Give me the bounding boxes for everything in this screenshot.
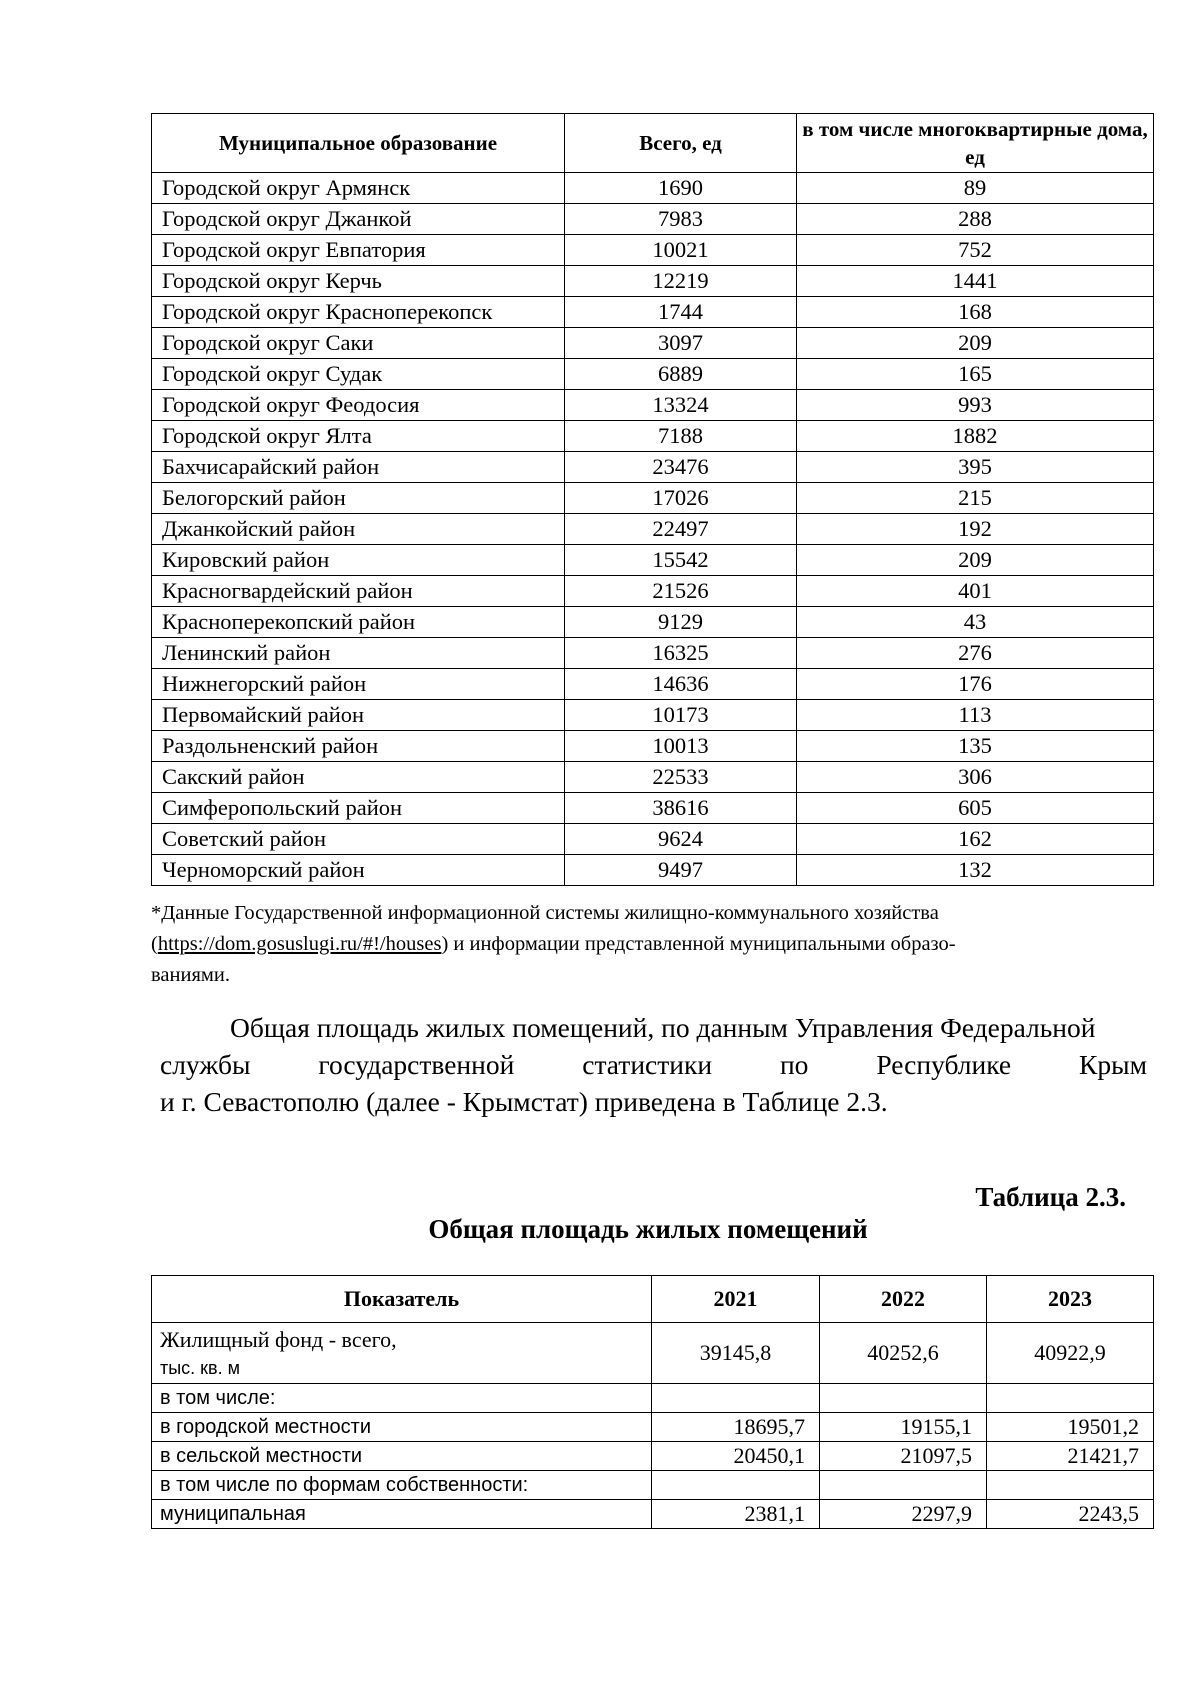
apartment-buildings-cell: 401	[797, 576, 1154, 607]
header-municipality: Муниципальное образование	[152, 114, 565, 173]
table-row	[152, 421, 1154, 452]
apartment-buildings-cell: 288	[797, 204, 1154, 235]
value-2021: 20450,1	[652, 1442, 820, 1471]
table-row	[152, 1471, 1154, 1500]
value-2021: 2381,1	[652, 1500, 820, 1529]
apartment-buildings-cell: 605	[797, 793, 1154, 824]
value-2021: 18695,7	[652, 1413, 820, 1442]
municipality-cell: Городской округ Ялта	[152, 421, 565, 452]
total-cell: 12219	[565, 266, 797, 297]
gosuslugi-link[interactable]: https://dom.gosuslugi.ru/#!/houses	[157, 933, 442, 955]
total-cell: 10013	[565, 731, 797, 762]
header-total: Всего, ед	[565, 114, 797, 173]
header-2022: 2022	[820, 1276, 987, 1323]
table-row	[152, 855, 1154, 886]
apartment-buildings-cell: 162	[797, 824, 1154, 855]
total-cell: 38616	[565, 793, 797, 824]
value-2023	[987, 1471, 1154, 1500]
table-row	[152, 297, 1154, 328]
row-label: в том числе по формам собственности:	[152, 1471, 652, 1500]
table-row	[152, 1413, 1154, 1442]
paragraph-word: по	[779, 1049, 809, 1080]
value-2021	[652, 1384, 820, 1413]
apartment-buildings-cell: 209	[797, 328, 1154, 359]
living-area-table	[151, 1275, 1154, 1529]
housing-stock-table	[151, 113, 1154, 886]
total-cell: 6889	[565, 359, 797, 390]
municipality-cell: Сакский район	[152, 762, 565, 793]
table-row	[152, 514, 1154, 545]
apartment-buildings-cell: 165	[797, 359, 1154, 390]
municipality-cell: Ленинский район	[152, 638, 565, 669]
apartment-buildings-cell: 752	[797, 235, 1154, 266]
municipality-cell: Городской округ Керчь	[152, 266, 565, 297]
total-cell: 9497	[565, 855, 797, 886]
table-row	[152, 390, 1154, 421]
municipality-cell: Городской округ Саки	[152, 328, 565, 359]
table-row	[152, 359, 1154, 390]
total-cell: 21526	[565, 576, 797, 607]
table-row	[152, 1384, 1154, 1413]
table-title: Общая площадь жилых помещений	[428, 1214, 868, 1244]
total-cell: 10173	[565, 700, 797, 731]
total-cell: 1690	[565, 173, 797, 204]
apartment-buildings-cell: 1882	[797, 421, 1154, 452]
table-header-row	[152, 114, 1154, 173]
paragraph-line-1: Общая площадь жилых помещений, по данным Управления Федеральной	[230, 1012, 1096, 1043]
value-2023: 19501,2	[987, 1413, 1154, 1442]
municipality-cell: Черноморский район	[152, 855, 565, 886]
apartment-buildings-cell: 192	[797, 514, 1154, 545]
apartment-buildings-cell: 276	[797, 638, 1154, 669]
table-row	[152, 545, 1154, 576]
municipality-cell: Городской округ Армянск	[152, 173, 565, 204]
total-cell: 7983	[565, 204, 797, 235]
total-cell: 23476	[565, 452, 797, 483]
total-cell: 17026	[565, 483, 797, 514]
total-cell: 9624	[565, 824, 797, 855]
header-indicator: Показатель	[152, 1276, 652, 1323]
apartment-buildings-cell: 113	[797, 700, 1154, 731]
municipality-cell: Джанкойский район	[152, 514, 565, 545]
table-row	[152, 483, 1154, 514]
row-label: Жилищный фонд - всего, тыс. кв. м	[152, 1323, 652, 1384]
total-cell: 13324	[565, 390, 797, 421]
row-label: в городской местности	[152, 1413, 652, 1442]
table-row	[152, 328, 1154, 359]
apartment-buildings-cell: 176	[797, 669, 1154, 700]
value-2021	[652, 1471, 820, 1500]
paragraph-word: Республике	[876, 1049, 1012, 1080]
total-cell: 16325	[565, 638, 797, 669]
header-2021: 2021	[652, 1276, 820, 1323]
total-cell: 14636	[565, 669, 797, 700]
table-row	[152, 731, 1154, 762]
header-2023: 2023	[987, 1276, 1154, 1323]
value-2023	[987, 1384, 1154, 1413]
table-row	[152, 700, 1154, 731]
municipality-cell: Советский район	[152, 824, 565, 855]
apartment-buildings-cell: 215	[797, 483, 1154, 514]
total-cell: 10021	[565, 235, 797, 266]
value-2022: 19155,1	[820, 1413, 987, 1442]
living-area-table-body	[152, 1323, 1154, 1529]
apartment-buildings-cell: 89	[797, 173, 1154, 204]
total-cell: 9129	[565, 607, 797, 638]
footnote: *Данные Государственной информационной системы жилищно-коммунального хозяйства (https://dom.gosuslugi.ru/#!/houses) и информации представленной муниципальными образо- ваниями.	[151, 902, 956, 986]
paragraph-word: статистики	[582, 1049, 713, 1080]
total-cell: 15542	[565, 545, 797, 576]
apartment-buildings-cell: 168	[797, 297, 1154, 328]
municipality-cell: Городской округ Красноперекопск	[152, 297, 565, 328]
value-2022	[820, 1471, 987, 1500]
municipality-cell: Красногвардейский район	[152, 576, 565, 607]
apartment-buildings-cell: 132	[797, 855, 1154, 886]
municipality-cell: Красноперекопский район	[152, 607, 565, 638]
table-row	[152, 607, 1154, 638]
total-cell: 3097	[565, 328, 797, 359]
table-row	[152, 669, 1154, 700]
footnote-text: *Данные Государственной информационной системы жилищно-коммунального хозяйства	[151, 902, 939, 924]
apartment-buildings-cell: 209	[797, 545, 1154, 576]
body-paragraph	[160, 1009, 1147, 1120]
value-2022: 2297,9	[820, 1500, 987, 1529]
table-row	[152, 266, 1154, 297]
municipality-cell: Первомайский район	[152, 700, 565, 731]
table-row	[152, 576, 1154, 607]
table-row	[152, 452, 1154, 483]
value-2022: 40252,6	[820, 1323, 987, 1384]
municipality-cell: Симферопольский район	[152, 793, 565, 824]
table-row	[152, 1500, 1154, 1529]
apartment-buildings-cell: 1441	[797, 266, 1154, 297]
paragraph-word: Крым	[1079, 1049, 1147, 1080]
table-row	[152, 173, 1154, 204]
municipality-cell: Белогорский район	[152, 483, 565, 514]
apartment-buildings-cell: 43	[797, 607, 1154, 638]
value-2023: 40922,9	[987, 1323, 1154, 1384]
header-apartment-buildings: в том числе многоквартирные дома, ед	[797, 114, 1154, 173]
value-2023: 2243,5	[987, 1500, 1154, 1529]
row-label: в том числе:	[152, 1384, 652, 1413]
municipality-cell: Городской округ Джанкой	[152, 204, 565, 235]
total-cell: 22497	[565, 514, 797, 545]
value-2022	[820, 1384, 987, 1413]
municipality-cell: Городской округ Феодосия	[152, 390, 565, 421]
table-row	[152, 824, 1154, 855]
table-row	[152, 762, 1154, 793]
municipality-cell: Городской округ Евпатория	[152, 235, 565, 266]
value-2023: 21421,7	[987, 1442, 1154, 1471]
total-cell: 7188	[565, 421, 797, 452]
table-caption: Таблица 2.3.	[975, 1182, 1126, 1212]
apartment-buildings-cell: 135	[797, 731, 1154, 762]
municipality-cell: Нижнегорский район	[152, 669, 565, 700]
row-label: в сельской местности	[152, 1442, 652, 1471]
value-2021: 39145,8	[652, 1323, 820, 1384]
table-header-row	[152, 1276, 1154, 1323]
municipality-cell: Кировский район	[152, 545, 565, 576]
paragraph-word: службы	[160, 1049, 251, 1080]
apartment-buildings-cell: 993	[797, 390, 1154, 421]
table-row	[152, 793, 1154, 824]
value-2022: 21097,5	[820, 1442, 987, 1471]
total-cell: 1744	[565, 297, 797, 328]
paragraph-word: государственной	[318, 1049, 515, 1080]
table-row	[152, 204, 1154, 235]
paragraph-line-3: и г. Севастополю (далее - Крымстат) приведена в Таблице 2.3.	[160, 1086, 888, 1117]
table-row	[152, 1323, 1154, 1384]
total-cell: 22533	[565, 762, 797, 793]
municipality-cell: Бахчисарайский район	[152, 452, 565, 483]
apartment-buildings-cell: 306	[797, 762, 1154, 793]
municipality-cell: Городской округ Судак	[152, 359, 565, 390]
paragraph-line-2	[160, 1046, 1147, 1083]
table-row	[152, 1442, 1154, 1471]
table-row	[152, 235, 1154, 266]
municipality-cell: Раздольненский район	[152, 731, 565, 762]
table-row	[152, 638, 1154, 669]
row-label: муниципальная	[152, 1500, 652, 1529]
apartment-buildings-cell: 395	[797, 452, 1154, 483]
housing-stock-table-body	[152, 173, 1154, 886]
